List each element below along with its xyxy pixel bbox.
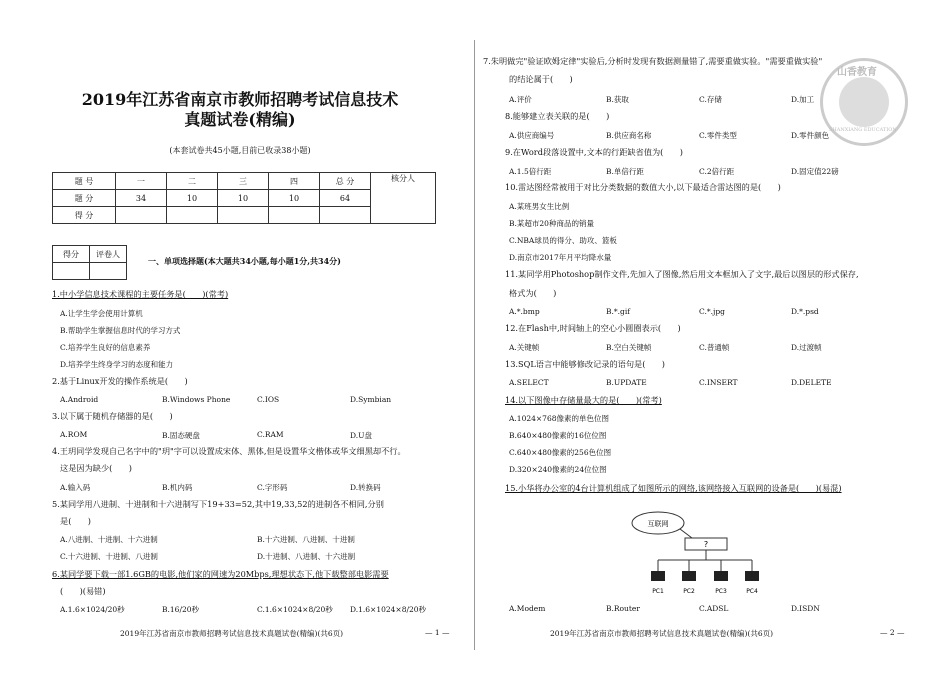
question-text-cont: 的结论属于( ) [509, 74, 573, 84]
option: A.SELECT [509, 378, 549, 387]
score-cell [167, 207, 218, 224]
stamp-subtext: SHANXIANG EDUCATION [829, 127, 897, 133]
option: A.ROM [60, 430, 88, 439]
option: A.Android [60, 395, 99, 404]
question-text: 5.某同学用八进制、十进制和十六进制写下19+33=52,其中19,33,52的进制各不相同,分别 [52, 499, 384, 509]
option: D.DELETE [791, 378, 832, 387]
score-header: 总 分 [320, 173, 371, 190]
option: D.十进制、八进制、十六进制 [257, 552, 356, 561]
score-header: 三 [218, 173, 269, 190]
page-number: — 2 — [880, 628, 905, 637]
option: B.机内码 [162, 483, 193, 492]
pc-label: PC2 [683, 588, 695, 595]
option: A.让学生学会使用计算机 [60, 309, 143, 318]
option: D.ISDN [791, 604, 820, 613]
option: D.南京市2017年月平均降水量 [509, 253, 612, 262]
option: A.评价 [509, 95, 532, 104]
grader-reviewer-label: 评卷人 [90, 246, 127, 263]
option: C.640×480像素的256色位图 [509, 448, 612, 457]
score-header: 核分人 [371, 173, 436, 224]
page-footer: 2019年江苏省南京市教师招聘考试信息技术真题试卷(精编)(共6页) [120, 629, 344, 638]
option: A.某班男女生比例 [509, 202, 570, 211]
option: D.零件颜色 [791, 131, 830, 140]
option: B.*.gif [606, 307, 631, 316]
option: A.1.5倍行距 [509, 167, 552, 176]
question-text: 1.中小学信息技术课程的主要任务是( )(常考) [52, 289, 229, 299]
question-text-cont: 这是因为缺少( ) [60, 463, 132, 473]
score-cell [320, 207, 371, 224]
score-header: 题 号 [53, 173, 116, 190]
network-diagram [630, 505, 770, 600]
option: D.培养学生终身学习的态度和能力 [60, 360, 174, 369]
score-cell: 10 [167, 190, 218, 207]
option: A.Modem [509, 604, 546, 613]
question-text-cont: 格式为( ) [509, 288, 557, 298]
score-cell: 题 分 [53, 190, 116, 207]
link-line [680, 529, 692, 538]
option: C.2倍行距 [699, 167, 735, 176]
option: C.字形码 [257, 483, 288, 492]
option: A.1.6×1024/20秒 [60, 605, 125, 614]
grader-cell [90, 263, 127, 280]
option: B.16/20秒 [162, 605, 200, 614]
option: D.1.6×1024×8/20秒 [350, 605, 427, 614]
watermark-stamp [820, 58, 908, 146]
score-table [52, 172, 436, 224]
question-text: 7.朱明做完"验证欧姆定律"实验后,分析时发现有数据测量错了,需要重做实验。"需要重做实验" [483, 56, 823, 66]
option: B.供应商名称 [606, 131, 652, 140]
option: C.十六进制、十进制、八进制 [60, 552, 158, 561]
score-cell: 10 [269, 190, 320, 207]
option: C.1.6×1024×8/20秒 [257, 605, 333, 614]
option: C.培养学生良好的信息素养 [60, 343, 151, 352]
option: C.零件类型 [699, 131, 737, 140]
question-text: 4.王玥同学发现自己名字中的"玥"字可以设置成宋体、黑体,但是设置华文楷体或华文细黑却不行。 [52, 446, 406, 456]
grader-score-label: 得分 [53, 246, 90, 263]
exam-title-line2: 真题试卷(精编) [184, 110, 296, 129]
option: B.十六进制、八进制、十进制 [257, 535, 355, 544]
option: C.NBA球员的得分、助攻、篮板 [509, 236, 617, 245]
score-header: 一 [116, 173, 167, 190]
question-text: 6.某同学要下载一部1.6GB的电影,他们家的网速为20Mbps,理想状态下,他下载整部电影需要 [52, 569, 389, 579]
score-cell [116, 207, 167, 224]
option: D.转换码 [350, 483, 381, 492]
option: B.Router [606, 604, 640, 613]
option: B.空白关键帧 [606, 343, 652, 352]
option: D.*.psd [791, 307, 819, 316]
grader-cell [53, 263, 90, 280]
option: D.Symbian [350, 395, 392, 404]
score-cell: 得 分 [53, 207, 116, 224]
option: A.八进制、十进制、十六进制 [60, 535, 158, 544]
unknown-device-label: ? [703, 540, 709, 549]
option: A.输入码 [60, 483, 91, 492]
score-header: 二 [167, 173, 218, 190]
option: B.UPDATE [606, 378, 647, 387]
option: A.供应商编号 [509, 131, 555, 140]
score-cell [269, 207, 320, 224]
option: C.存储 [699, 95, 722, 104]
pc-icon [651, 571, 665, 581]
option: B.Windows Phone [162, 395, 231, 404]
page-footer: 2019年江苏省南京市教师招聘考试信息技术真题试卷(精编)(共6页) [550, 629, 774, 638]
page-number: — 1 — [425, 628, 450, 637]
exam-title-line1: 2019年江苏省南京市教师招聘考试信息技术 [81, 90, 399, 109]
question-text-cont: ( )(易错) [60, 586, 106, 596]
option: C.IOS [257, 395, 280, 404]
pc-icon [682, 571, 696, 581]
question-text: 14.以下图像中存储量最大的是( )(常考) [505, 395, 662, 405]
question-text: 10.雷达图经常被用于对比分类数据的数值大小,以下最适合雷达图的是( ) [505, 182, 781, 192]
pc-icons [651, 560, 759, 581]
question-text: 9.在Word段落设置中,文本的行距缺省值为( ) [505, 147, 683, 157]
pc-label: PC3 [715, 588, 727, 595]
question-text: 11.某同学用Photoshop制作文件,先加入了图像,然后用文本框加入了文字,最后以图层的形式保存, [505, 269, 859, 279]
score-cell [218, 207, 269, 224]
option: D.320×240像素的24位位图 [509, 465, 607, 474]
score-header: 四 [269, 173, 320, 190]
option: D.固定值22磅 [791, 167, 839, 176]
question-text: 15.小华将办公室的4台计算机组成了如图所示的网络,该网络接入互联网的设备是( )(易混) [505, 483, 842, 493]
option: D.过渡帧 [791, 343, 822, 352]
question-text: 8.能够建立表关联的是( ) [505, 111, 610, 121]
option: B.固态硬盘 [162, 431, 200, 440]
option: D.加工 [791, 95, 815, 104]
question-text: 2.基于Linux开发的操作系统是( ) [52, 376, 188, 386]
option: B.640×480像素的16位位图 [509, 431, 607, 440]
option: C.*.jpg [699, 307, 725, 316]
option: A.*.bmp [509, 307, 540, 316]
option: A.1024×768像素的单色位图 [509, 414, 609, 423]
pc-icon [745, 571, 759, 581]
option: B.单倍行距 [606, 167, 644, 176]
pc-label: PC4 [746, 588, 758, 595]
question-text: 3.以下属于随机存储器的是( ) [52, 411, 173, 421]
question-text: 12.在Flash中,时间轴上的空心小圆圈表示( ) [505, 323, 681, 333]
option: C.ADSL [699, 604, 729, 613]
stamp-text: 山香教育 [837, 67, 877, 78]
option: D.U盘 [350, 431, 372, 440]
option: B.帮助学生掌握信息时代的学习方式 [60, 326, 181, 335]
option: C.INSERT [699, 378, 738, 387]
question-text: 13.SQL语言中能够修改记录的语句是( ) [505, 359, 665, 369]
pc-icon [714, 571, 728, 581]
score-cell: 10 [218, 190, 269, 207]
score-cell: 34 [116, 190, 167, 207]
exam-note: (本套试卷共45小题,目前已收录38小题) [169, 146, 311, 155]
option: C.RAM [257, 430, 284, 439]
option: C.普通帧 [699, 343, 730, 352]
option: A.关键帧 [509, 343, 540, 352]
question-text-cont: 是( ) [60, 516, 91, 526]
stamp-mountain-icon [839, 77, 889, 127]
option: B.获取 [606, 95, 629, 104]
option: B.某超市20种商品的销量 [509, 219, 594, 228]
section-heading: 一、单项选择题(本大题共34小题,每小题1分,共34分) [148, 256, 341, 266]
pc-label: PC1 [652, 588, 664, 595]
grader-box [52, 245, 127, 280]
internet-label: 互联网 [647, 520, 669, 528]
score-cell: 64 [320, 190, 371, 207]
